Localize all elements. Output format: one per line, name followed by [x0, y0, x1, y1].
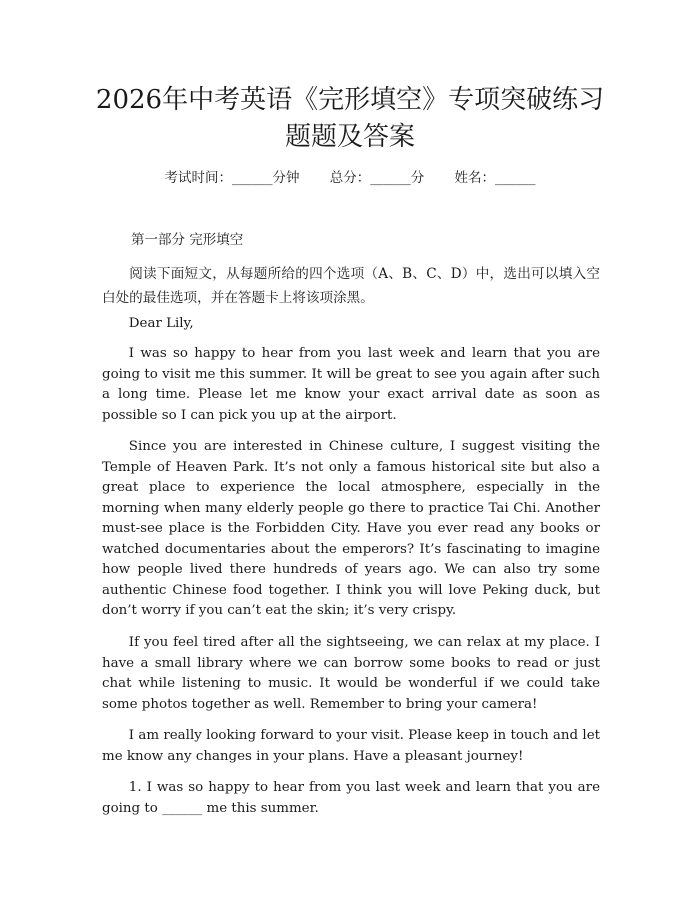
- question-1: 1. I was so happy to hear from you last week and learn that you are going to ______ me this summer.: [102, 780, 600, 816]
- exam-name: 姓名：______: [454, 170, 536, 186]
- letter-paragraph-3: If you feel tired after all the sightseeing, we can relax at my place. I have a small library where we can borrow some books to read or just chat while listening to music. It would be wonderful if we could take some photos together as well. Remember to bring your camera!: [102, 635, 600, 712]
- title-line-1: 2026年中考英语《完形填空》专项突破练习: [95, 85, 605, 115]
- letter-paragraph-1: I was so happy to hear from you last week and learn that you are going to visit me this summer. It will be great to see you again after such a long time. Please let me know your exact arrival date as soon as possible so I can pick you up at the airport.: [102, 346, 600, 423]
- title-line-2: 题题及答案: [284, 122, 415, 152]
- letter-paragraph-4: I am really looking forward to your visit. Please keep in touch and let me know any changes in your plans. Have a pleasant journey!: [102, 728, 600, 764]
- section-heading: 第一部分 完形填空: [131, 232, 244, 248]
- letter-paragraph-2: Since you are interested in Chinese culture, I suggest visiting the Temple of Heaven Park. It’s not only a famous historical site but also a great place to experience the local atmosphere, especially in the morning when many elderly people go there to practice Tai Chi. Another must-see place is the Forbidden City. Have you ever read any books or watched documentaries about the emperors? It’s fascinating to imagine how people lived there hundreds of years ago. We can also try some authentic Chinese food together. I think you will love Peking duck, but don’t worry if you can’t eat the skin; it’s very crispy.: [102, 439, 600, 618]
- letter-greeting: Dear Lily,: [128, 316, 194, 331]
- document-title: [60, 82, 640, 156]
- exam-score: 总分：______分: [329, 170, 425, 186]
- exam-time: 考试时间：______分钟: [164, 170, 300, 186]
- exam-meta: [0, 168, 700, 188]
- instructions: 阅读下面短文，从每题所给的四个选项（A、B、C、D）中，选出可以填入空白处的最佳选项，并在答题卡上将该项涂黑。: [102, 266, 600, 306]
